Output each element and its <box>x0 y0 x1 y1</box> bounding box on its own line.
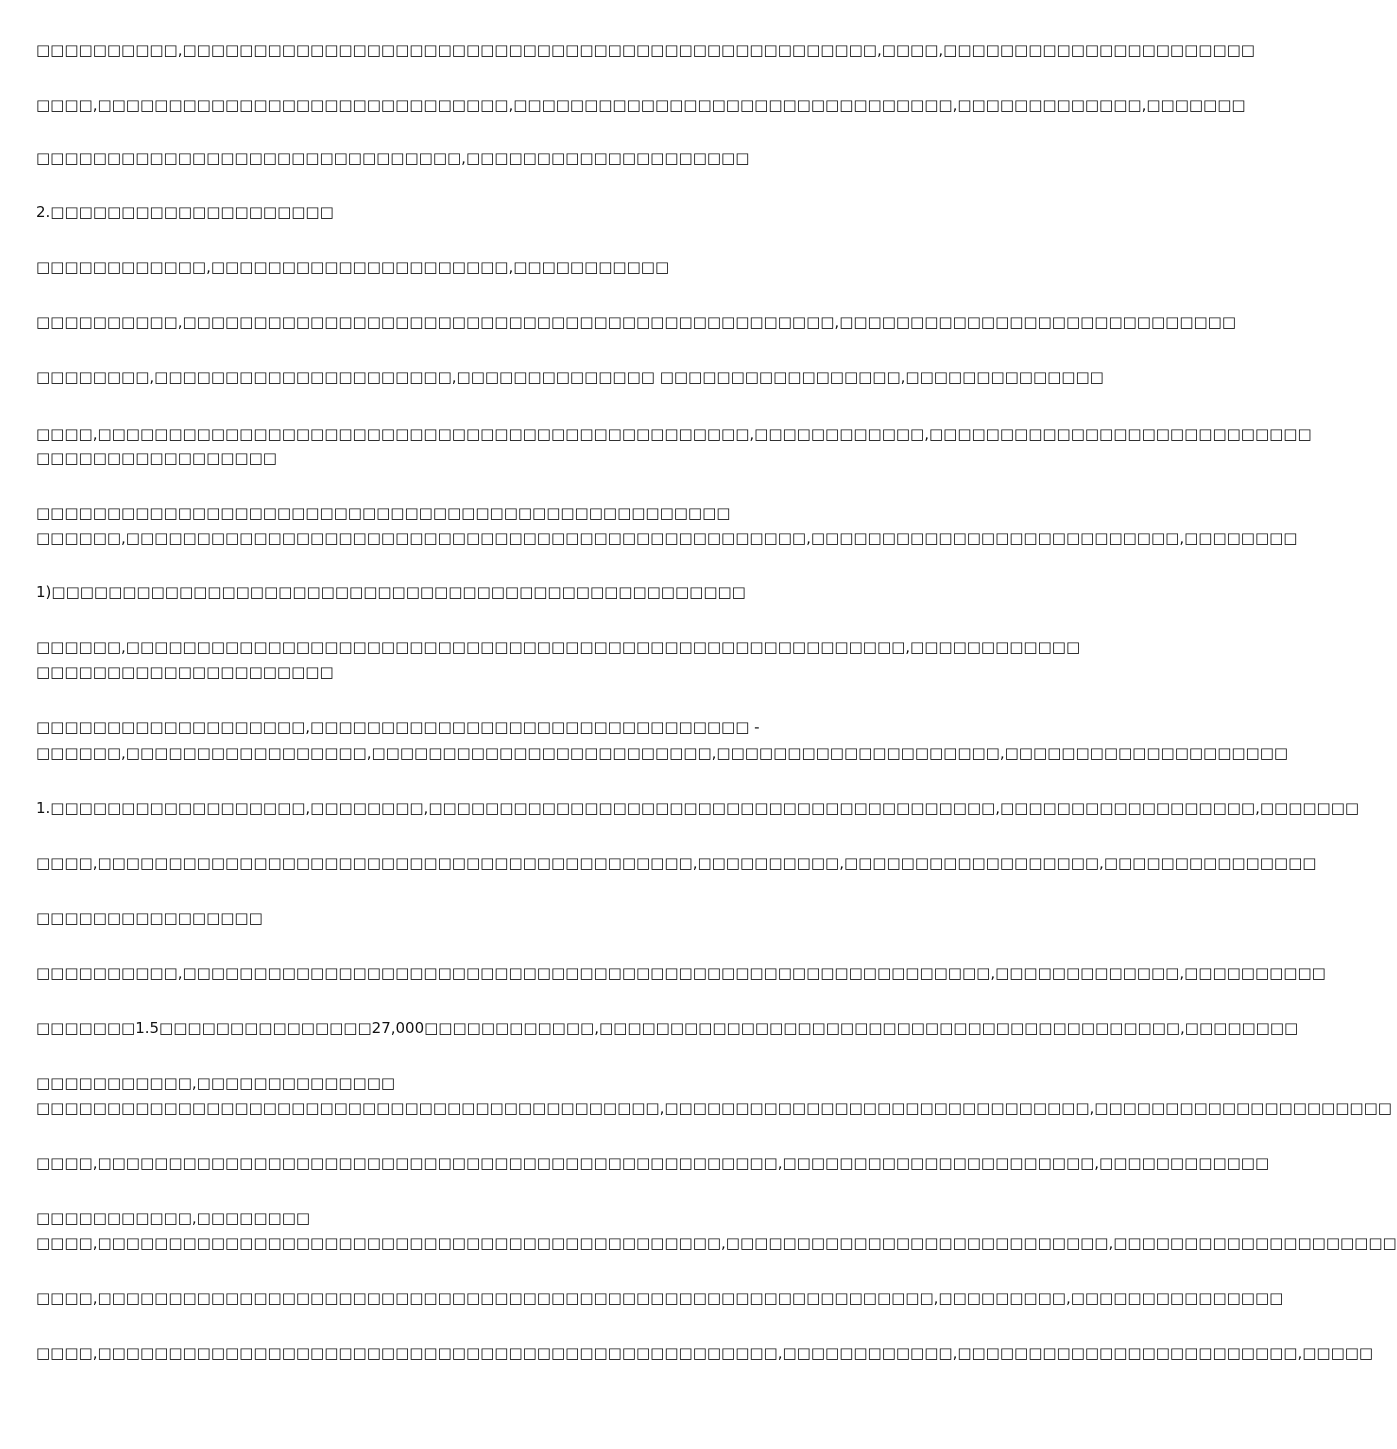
paragraph-line: □□□□□□□□,□□□□□□□□□□□□□□□□□□□□□,□□□□□□□□□□□□□□ □□□□□□□□□□□□□□□□□,□□□□□□□□□□□□□□ <box>36 368 1104 386</box>
paragraph-line: □□□□□□□□□□,□□□□□□□□□□□□□□□□□□□□□□□□□□□□□□□□□□□□□□□□□□□□□□,□□□□□□□□□□□□□□□□□□□□□□□□□□□□ <box>36 313 1237 331</box>
paragraph-line: □□□□,□□□□□□□□□□□□□□□□□□□□□□□□□□□□□□□□□□□□□□□□□□□□□□□□,□□□□□□□□□□□□□□□□□□□□□□,□□□□□□□□□□□□ <box>36 1154 1270 1172</box>
paragraph-line: □□□□□□□□□□□□□□□□ <box>36 909 263 927</box>
paragraph-line: □□□□□□□□□□□□□□□□□ <box>36 449 277 467</box>
paragraph-line: □□□□□□□□□□□□□□□□□□□□□ <box>36 663 334 681</box>
document-page <box>36 0 1397 1449</box>
paragraph-line: □□□□□□□1.5□□□□□□□□□□□□□□□27,000□□□□□□□□□□□□,□□□□□□□□□□□□□□□□□□□□□□□□□□□□□□□□□□□□□□□□□,□□□□□□□□ <box>36 1019 1299 1037</box>
paragraph-line: □□□□□□□□□□,□□□□□□□□□□□□□□□□□□□□□□□□□□□□□□□□□□□□□□□□□□□□□□□□□,□□□□,□□□□□□□□□□□□□□□□□□□□□□ <box>36 41 1255 59</box>
list-item-heading: 1.□□□□□□□□□□□□□□□□□□,□□□□□□□□,□□□□□□□□□□□□□□□□□□□□□□□□□□□□□□□□□□□□□□□□,□□□□□□□□□□□□□□□□□□,□□□□□□□ <box>36 799 1360 817</box>
paragraph-line: □□□□□□□□□□□□□□□□□□□□□□□□□□□□□□□□□□□□□□□□□□□□□□□□□ <box>36 504 731 522</box>
paragraph-line: □□□□,□□□□□□□□□□□□□□□□□□□□□□□□□□□□□,□□□□□□□□□□□□□□□□□□□□□□□□□□□□□□□,□□□□□□□□□□□□□,□□□□□□□ <box>36 96 1246 114</box>
list-item-heading: 1)□□□□□□□□□□□□□□□□□□□□□□□□□□□□□□□□□□□□□□□□□□□□□□□□□ <box>36 583 746 601</box>
paragraph-line: □□□□□□,□□□□□□□□□□□□□□□□□,□□□□□□□□□□□□□□□□□□□□□□□□,□□□□□□□□□□□□□□□□□□□□,□□□□□□□□□□□□□□□□□□□□ <box>36 744 1289 762</box>
paragraph-line: □□□□□□□□□□□□□□□□□□□□□□□□□□□□□□,□□□□□□□□□□□□□□□□□□□□ <box>36 149 750 167</box>
paragraph-line: □□□□,□□□□□□□□□□□□□□□□□□□□□□□□□□□□□□□□□□□□□□□□□□□□□□,□□□□□□□□□□□□,□□□□□□□□□□□□□□□□□□□□□□□□□□□ <box>36 425 1312 443</box>
paragraph-line: □□□□□□□□□□□,□□□□□□□□ <box>36 1209 311 1227</box>
paragraph-line: □□□□□□□□□□□□,□□□□□□□□□□□□□□□□□□□□□,□□□□□□□□□□□ <box>36 258 670 276</box>
paragraph-line: □□□□□□□□□□□□□□□□□□□,□□□□□□□□□□□□□□□□□□□□□□□□□□□□□□□ - <box>36 718 760 736</box>
paragraph-line: □□□□□□□□□□,□□□□□□□□□□□□□□□□□□□□□□□□□□□□□□□□□□□□□□□□□□□□□□□□□□□□□□□□□,□□□□□□□□□□□□□,□□□□□□□□□□ <box>36 964 1326 982</box>
paragraph-line: □□□□,□□□□□□□□□□□□□□□□□□□□□□□□□□□□□□□□□□□□□□□□□□□□□□□□□□□□□□□□□□□,□□□□□□□□□,□□□□□□□□□□□□□□□ <box>36 1289 1284 1307</box>
paragraph-line: □□□□,□□□□□□□□□□□□□□□□□□□□□□□□□□□□□□□□□□□□□□□□□□□□□□□□,□□□□□□□□□□□□,□□□□□□□□□□□□□□□□□□□□□□□□,□□□□□ <box>36 1344 1374 1362</box>
paragraph-line: □□□□□□,□□□□□□□□□□□□□□□□□□□□□□□□□□□□□□□□□□□□□□□□□□□□□□□□□□□□□□□,□□□□□□□□□□□□ <box>36 638 1081 656</box>
paragraph-line: □□□□□□□□□□□,□□□□□□□□□□□□□□ <box>36 1074 396 1092</box>
paragraph-line: □□□□,□□□□□□□□□□□□□□□□□□□□□□□□□□□□□□□□□□□□□□□□□□,□□□□□□□□□□,□□□□□□□□□□□□□□□□□□,□□□□□□□□□□□□□□□ <box>36 854 1317 872</box>
paragraph-line: □□□□,□□□□□□□□□□□□□□□□□□□□□□□□□□□□□□□□□□□□□□□□□□□□,□□□□□□□□□□□□□□□□□□□□□□□□□□□,□□□□□□□□□□□□□□□□□□□□ <box>36 1234 1397 1252</box>
section-heading: 2.□□□□□□□□□□□□□□□□□□□□ <box>36 203 334 221</box>
paragraph-line: □□□□□□□□□□□□□□□□□□□□□□□□□□□□□□□□□□□□□□□□□□□□,□□□□□□□□□□□□□□□□□□□□□□□□□□□□□□,□□□□□□□□□□□□□□□□□□□□□ <box>36 1099 1392 1117</box>
paragraph-line: □□□□□□,□□□□□□□□□□□□□□□□□□□□□□□□□□□□□□□□□□□□□□□□□□□□□□□□,□□□□□□□□□□□□□□□□□□□□□□□□□□,□□□□□□□□ <box>36 529 1298 547</box>
